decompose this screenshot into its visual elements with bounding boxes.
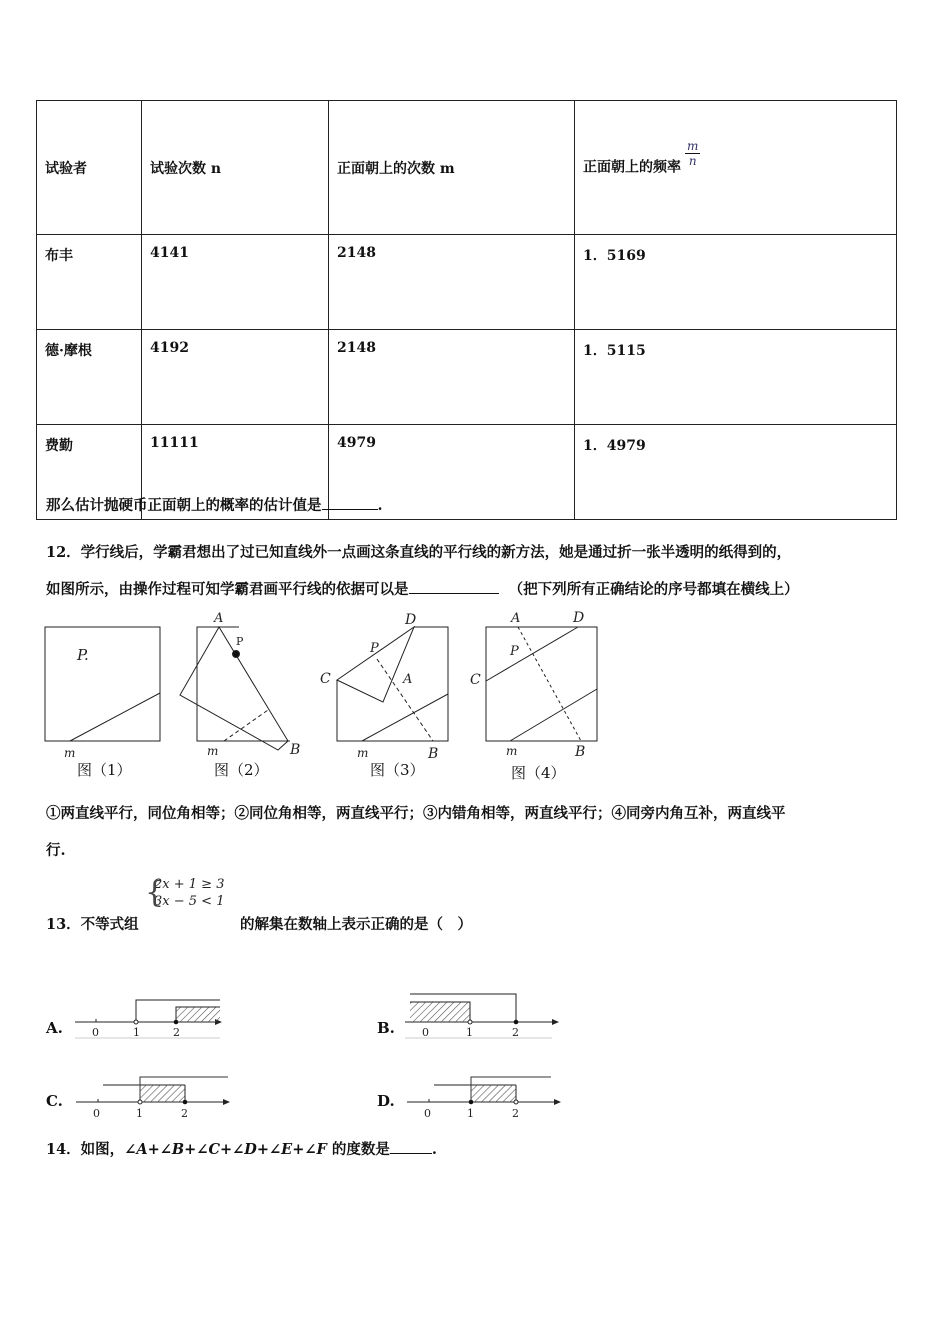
cell-freq: 1．5169 [575,235,897,330]
svg-text:B: B [290,742,301,758]
svg-text:2: 2 [512,1107,519,1120]
figure-2-caption: 图（2） [214,761,269,779]
coin-toss-table [36,100,897,520]
cell-n: 4141 [142,235,329,330]
choice-a-label[interactable]: A. [46,1019,63,1037]
svg-text:P.: P. [77,646,89,664]
table-row [37,235,897,330]
figure-3-caption: 图（3） [370,761,425,779]
q13-suffix: 的解集在数轴上表示正确的是（ ） [240,916,472,933]
cell-name: 费勤 [37,425,142,520]
header-cell: 正面朝上的次数 m [329,101,575,235]
figure-1-caption: 图（1） [77,761,132,779]
svg-text:1: 1 [136,1107,143,1120]
choice-c-label[interactable]: C. [46,1092,63,1110]
svg-text:2: 2 [181,1107,188,1120]
table-row [37,330,897,425]
svg-text:D: D [405,612,417,628]
svg-text:2: 2 [512,1026,519,1039]
choice-c-number-line[interactable] [73,1073,233,1123]
svg-text:D: D [573,610,585,626]
cell-m: 2148 [329,235,575,330]
answer-blank[interactable] [409,581,499,594]
q14-question: 14．如图，∠A+∠B+∠C+∠D+∠E+∠F 的度数是 . [46,1141,437,1158]
svg-text:0: 0 [93,1107,100,1120]
q11-question-tail: 那么估计抛硬币正面朝上的概率的估计值是 . [46,497,383,514]
answer-blank[interactable] [390,1141,432,1154]
q13-prefix: 13．不等式组 [46,916,139,933]
table-header-row [37,101,897,235]
cell-freq: 1．4979 [575,425,897,520]
cell-n: 11111 [142,425,329,520]
svg-text:P: P [236,635,244,648]
fraction-m-over-n: $\frac{m}{n}$ [687,139,699,168]
cell-n: 4192 [142,330,329,425]
header-freq-label: 正面朝上的频率 [583,159,681,176]
figure-4 [470,610,597,760]
q12-options-line1: ①两直线平行，同位角相等；②同位角相等，两直线平行；③内错角相等，两直线平行；④同旁内角互补，两直线平 [46,805,786,822]
svg-text:C: C [320,671,331,687]
svg-text:1: 1 [133,1026,140,1039]
svg-text:m: m [207,744,219,758]
angle-sum-expression: ∠A+∠B+∠C+∠D+∠E+∠F [124,1141,327,1158]
figure-3 [320,612,448,762]
svg-text:1: 1 [466,1026,473,1039]
svg-text:0: 0 [92,1026,99,1039]
svg-text:m: m [506,744,518,758]
svg-text:2: 2 [173,1026,180,1039]
svg-text:A: A [403,672,413,687]
cell-m: 4979 [329,425,575,520]
choice-b-label[interactable]: B. [377,1019,395,1037]
cell-name: 德·摩根 [37,330,142,425]
svg-text:A: A [214,611,224,626]
svg-text:P: P [510,644,519,659]
inequality-system: { 2x + 1 ≥ 3 3x − 5 < 1 [145,875,225,910]
svg-text:B: B [575,744,586,760]
cell-m: 2148 [329,330,575,425]
figure-1 [45,627,160,760]
cell-name: 布丰 [37,235,142,330]
svg-text:0: 0 [424,1107,431,1120]
cell-freq: 1．5115 [575,330,897,425]
answer-blank[interactable] [322,497,378,510]
choice-d-number-line[interactable] [404,1073,564,1123]
q12-line1: 12．学行线后，学霸君想出了过已知直线外一点画这条直线的平行线的新方法，她是通过折一张半透明的纸得到的， [46,544,792,561]
svg-text:A: A [511,611,521,626]
q12-line2: 如图所示，由操作过程可知学霸君画平行线的依据可以是 （把下列所有正确结论的序号都填在横线上） [46,581,799,598]
choice-a-number-line[interactable] [70,990,225,1042]
svg-text:m: m [64,746,76,760]
svg-text:1: 1 [467,1107,474,1120]
header-cell: 试验者 [37,101,142,235]
q12-options-line2: 行. [46,842,66,859]
svg-text:m: m [357,746,369,760]
figure-2 [180,611,300,758]
svg-text:C: C [470,672,481,688]
svg-text:B: B [428,746,439,762]
svg-text:0: 0 [422,1026,429,1039]
header-cell [575,101,897,235]
header-cell: 试验次数 n [142,101,329,235]
figure-4-caption: 图（4） [511,764,566,782]
choice-d-label[interactable]: D. [377,1092,395,1110]
choice-b-number-line[interactable] [402,990,562,1042]
svg-text:P: P [370,641,379,656]
